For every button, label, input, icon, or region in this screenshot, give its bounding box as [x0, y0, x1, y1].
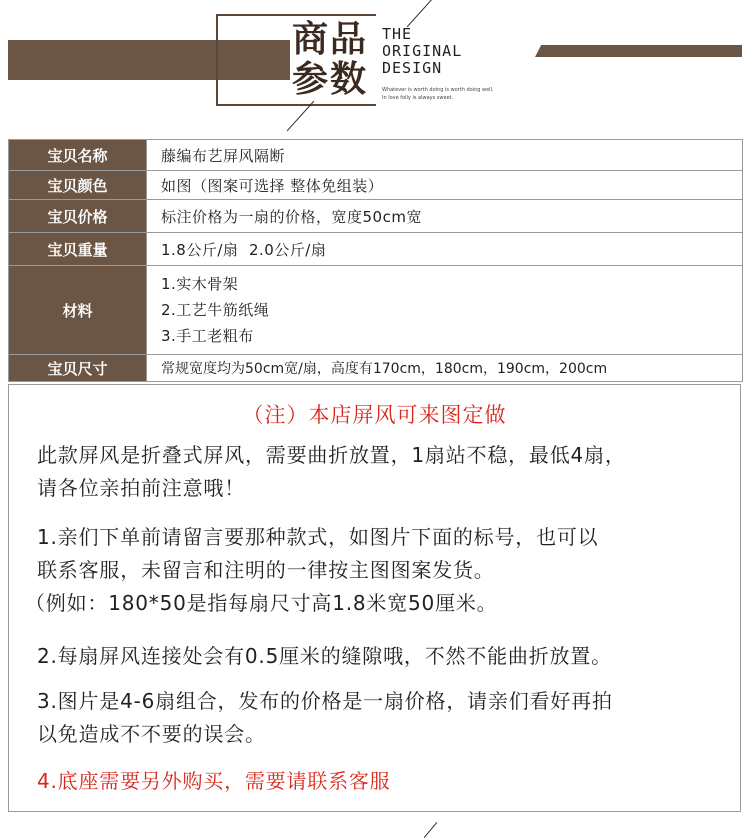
spec-value-size: 常规宽度均为50cm宽/扇，高度有170cm，180cm，190cm，200cm	[147, 355, 743, 382]
spec-row-weight	[9, 233, 743, 266]
note-line-base-warning: 4.底座需要另外购买，需要请联系客服	[37, 769, 391, 793]
note-paragraph-1	[37, 439, 626, 505]
decor-frame-bottom	[216, 104, 376, 106]
spec-row-material	[9, 266, 743, 355]
spec-row-name	[9, 140, 743, 171]
note-line: 请各位亲拍前注意哦！	[37, 476, 245, 500]
material-item: 1.实木骨架	[161, 275, 239, 293]
english-line-1: THE	[382, 25, 413, 43]
spec-value-weight: 1.8公斤/扇 2.0公斤/扇	[147, 233, 743, 266]
note-line: 3.图片是4-6扇组合，发布的价格是一扇价格，请亲们看好再拍	[37, 689, 613, 713]
note-line: 联系客服，未留言和注明的一律按主图图案发货。	[37, 558, 495, 582]
decor-frame-left	[216, 14, 218, 106]
spec-value-material	[147, 266, 743, 355]
decor-frame-top	[216, 14, 376, 16]
title-line-1: 商品	[292, 19, 369, 60]
note-line: 此款屏风是折叠式屏风，需要曲折放置，1扇站不稳，最低4扇，	[37, 443, 626, 467]
spec-label-price: 宝贝价格	[9, 200, 147, 233]
motto-line-1: Whatever is worth doing is worth doing well.	[382, 87, 494, 93]
english-line-3: DESIGN	[382, 59, 443, 77]
spec-label-material: 材料	[9, 266, 147, 355]
note-line: 1.亲们下单前请留言要那种款式，如图片下面的标号，也可以	[37, 525, 599, 549]
english-title	[382, 26, 462, 77]
material-item: 2.工艺牛筋纸绳	[161, 301, 270, 319]
spec-table	[8, 139, 743, 382]
section-title	[292, 20, 368, 100]
title-line-2: 参数	[292, 59, 369, 100]
material-item: 3.手工老粗布	[161, 327, 254, 345]
note-line: 以免造成不不要的误会。	[37, 722, 266, 746]
note-line: （例如：180*50是指每扇尺寸高1.8米宽50厘米。	[25, 591, 498, 615]
note-paragraph-2	[25, 521, 599, 620]
note-paragraph-5	[37, 765, 390, 798]
decor-slash-top	[407, 0, 435, 27]
decor-bar-right	[535, 45, 742, 57]
note-paragraph-3	[37, 640, 612, 673]
note-line: 2.每扇屏风连接处会有0.5厘米的缝隙哦，不然不能曲折放置。	[37, 644, 612, 668]
motto-line-2: In love folly is always sweet.	[382, 95, 454, 101]
spec-value-name: 藤编布艺屏风隔断	[147, 140, 743, 171]
spec-label-weight: 宝贝重量	[9, 233, 147, 266]
section-header	[0, 0, 750, 135]
notes-heading: （注）本店屏风可来图定做	[242, 403, 507, 427]
spec-value-price: 标注价格为一扇的价格，宽度50cm宽	[147, 200, 743, 233]
decor-bar-left	[8, 40, 290, 80]
spec-row-price	[9, 200, 743, 233]
spec-row-color	[9, 171, 743, 200]
spec-row-size	[9, 355, 743, 382]
spec-label-name: 宝贝名称	[9, 140, 147, 171]
english-line-2: ORIGINAL	[382, 42, 463, 60]
spec-label-color: 宝贝颜色	[9, 171, 147, 200]
motto	[382, 86, 494, 102]
note-paragraph-4	[37, 685, 613, 751]
notes-box	[8, 384, 741, 812]
spec-label-size: 宝贝尺寸	[9, 355, 147, 382]
spec-value-color: 如图（图案可选择 整体免组装）	[147, 171, 743, 200]
